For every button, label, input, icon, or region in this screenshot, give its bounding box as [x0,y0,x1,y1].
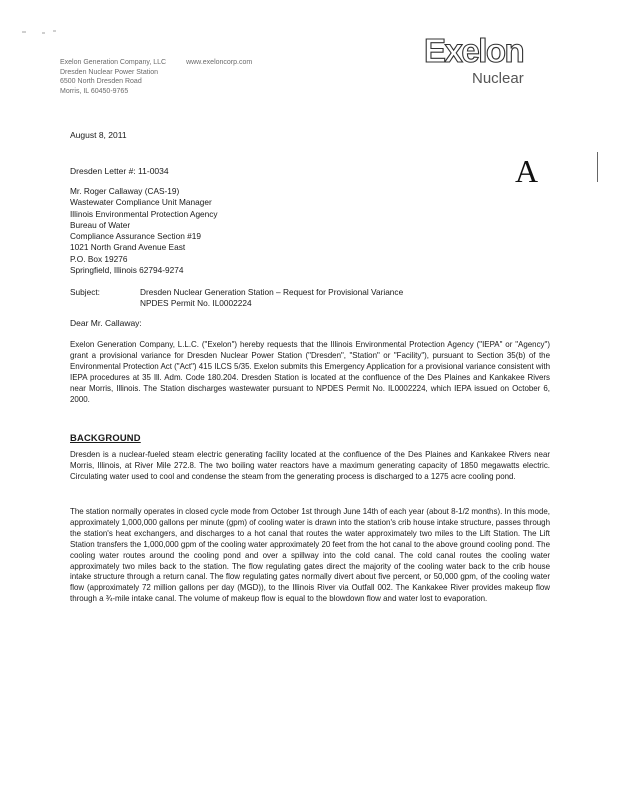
letter-number: Dresden Letter #: 11-0034 [70,166,169,176]
intro-paragraph: Exelon Generation Company, L.L.C. ("Exelon") hereby requests that the Illinois Environmental Protection Agency ("IEPA" or "Agency") grant a provisional variance for Dresden Nuclear Power Station ("Dresden", "Station" or "Facility"), pursuant to Section 35(b) of the Environmental Protection Act ("Act") 415 ILCS 5/35. Exelon submits this Emergency Application for a provisional variance consistent with IEPA procedures at 35 Ill. Adm. Code 180.204. Dresden Station is located at the confluence of the Des Plaines and Kankakee Rivers near Morris, Illinois. The Station discharges wastewater pursuant to NPDES Permit No. IL0002224, which IEPA issued on October 6, 2000. [70,340,550,404]
subject-line: NPDES Permit No. IL0002224 [140,298,252,308]
recipient-line: Compliance Assurance Section #19 [70,231,201,242]
background-paragraph: Dresden is a nuclear-fueled steam electric generating facility located at the confluence of the Des Plaines and Kankakee Rivers near Morris, Illinois, at River Mile 272.8. The two boiling water reactors have a maximum generating capacity of 1850 megawatts electric. Circulating water used to cool and condense the steam from the generating process is discharged to a 1275 acre cooling pond. [70,450,550,481]
sender-line: Dresden Nuclear Power Station [60,68,159,76]
logo-division: Nuclear [472,70,524,87]
logo-wordmark: Exelon [424,32,524,69]
sender-line: 6500 North Dresden Road [60,78,142,85]
recipient-line: Wastewater Compliance Unit Manager [70,197,212,208]
sender-line: Exelon Generation Company, LLC [60,59,167,66]
section-heading: BACKGROUND [70,432,141,443]
sender-line: Morris, IL 60450-9765 [60,87,129,95]
recipient-line: Illinois Environmental Protection Agency [70,208,218,219]
recipient-line: Mr. Roger Callaway (CAS-19) [70,186,180,196]
sender-address-block [60,58,252,96]
recipient-line: Bureau of Water [70,219,131,230]
exelon-logo [424,34,554,88]
handwritten-mark: A [515,153,539,189]
background-paragraph: The station normally operates in closed cycle mode from October 1st through June 14th of each year (about 8-1/2 months). In this mode, approximately 1,000,000 gallons per minute (gpm) of cooling water is drawn into the station's crib house intake structure, passes through the station's heat exchangers, and discharges to a hot canal that routes the water approximately two miles to the Lift Station. The Lift Station transfers the 1,000,000 gpm of the cooling water approximately 20 feet from the hot canal to the above ground cooling pond. The cooling water routes around the cooling pond and over a spillway into the cold canal. The cold canal routes the cooling water approximately two miles back to the station. The flow regulating gates direct the majority of the cooling water back to the crib house intake structure through a return canal. The flow regulating gates normally divert about five percent, or 50,000 gpm, of the cooling water flow (approximately 72 million gallons per day (MGD)), to the Illinois River via Outfall 002. The Kankakee River provides makeup flow through a ¾-mile intake canal. The volume of makeup flow is equal to the blowdown flow and water lost to evaporation. [70,507,550,604]
recipient-line: P.O. Box 19276 [70,253,128,264]
margin-line-mark [597,152,598,182]
subject-text [140,287,403,309]
recipient-line: Springfield, Illinois 62794-9274 [70,265,184,276]
recipient-address [70,186,218,276]
subject-label: Subject: [70,287,100,297]
sender-website: www.exeloncorp.com [186,59,253,66]
subject-line: Dresden Nuclear Generation Station – Request for Provisional Variance [140,287,404,297]
scan-speck-marks [20,28,60,36]
salutation: Dear Mr. Callaway: [70,318,142,328]
recipient-line: 1021 North Grand Avenue East [70,242,186,253]
letter-date: August 8, 2011 [70,130,127,140]
